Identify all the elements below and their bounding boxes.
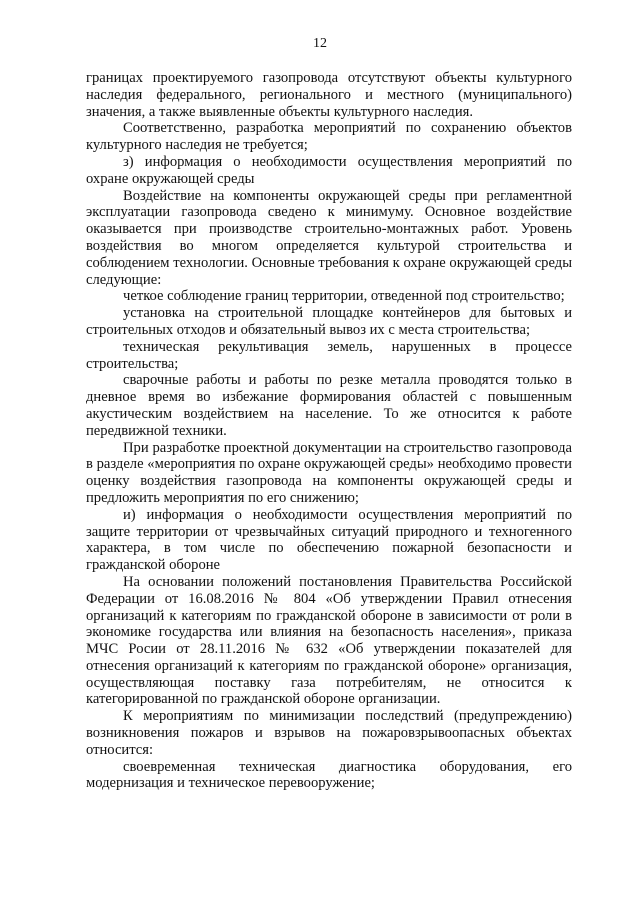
paragraph-requirement-boundaries: четкое соблюдение границ территории, отведенной под строительство; bbox=[123, 288, 565, 305]
paragraph-heritage-conclusion: Соответственно, разработка мероприятий по сохранению объектов культурного наследия не требуется; bbox=[86, 120, 572, 154]
paragraph-section-z-heading: з) информация о необходимости осуществления мероприятий по охране окружающей среды bbox=[86, 153, 572, 187]
paragraph-requirement-welding: сварочные работы и работы по резке металла проводятся только в дневное время во избежание формирования областей с повышенным акустическим воздействием на население. То же относится к работе передвижной техники. bbox=[86, 372, 572, 439]
paragraph-environment-impact: Воздействие на компоненты окружающей среды при регламентной эксплуатации газопровода сведено к минимуму. Основное воздействие оказывается при производстве строительно-монтажных работ. Уровень воздействия во многом определяется культурой строительства и соблюдением технологии. Основные требования к охране окружающей среды следующие: bbox=[86, 187, 572, 288]
paragraph-project-documentation: При разработке проектной документации на строительство газопровода в разделе «мероприятия по охране окружающей среды» необходимо провести оценку воздействия газопровода на компоненты окружающей среды и предложить мероприятия по его снижению; bbox=[86, 439, 572, 506]
paragraph-civil-defense-regulation: На основании положений постановления Правительства Российской Федерации от 16.08.2016 № 804 «Об утверждении Правил отнесения организаций к категориям по гражданской обороне в зависимости от роли в экономике государства или влияния на безопасность населения», приказа МЧС Росии от 28.11.2016 № 632 «Об утверждении показателей для отнесения организаций к категориям по гражданской обороне» организация, осуществляющая поставку газа потребителям, не относится к категорированной по гражданской обороне организации. bbox=[86, 573, 572, 708]
paragraph-requirement-containers: установка на строительной площадке контейнеров для бытовых и строительных отходов и обязательный вывоз их с места строительства; bbox=[86, 305, 572, 338]
paragraph-fire-prevention-measures: К мероприятиям по минимизации последствий (предупреждению) возникновения пожаров и взрывов на пожаровзрывоопасных объектах относится: bbox=[86, 708, 572, 758]
paragraph-heritage-continuation: границах проектируемого газопровода отсутствуют объекты культурного наследия федерального, регионального и местного (муниципального) значения, а также выявленные объекты культурного наследия. bbox=[86, 70, 572, 120]
paragraph-measure-diagnostics: своевременная техническая диагностика оборудования, его модернизация и техническое перевооружение; bbox=[86, 758, 572, 792]
paragraph-requirement-recultivation: техническая рекультивация земель, нарушенных в процессе строительства; bbox=[86, 338, 572, 372]
document-body bbox=[86, 70, 572, 792]
paragraph-section-i-heading: и) информация о необходимости осуществления мероприятий по защите территории от чрезвычайных ситуаций природного и техногенного характера, в том числе по обеспечению пожарной безопасности и гражданской обороне bbox=[86, 506, 572, 574]
page-number: 12 bbox=[313, 36, 327, 51]
